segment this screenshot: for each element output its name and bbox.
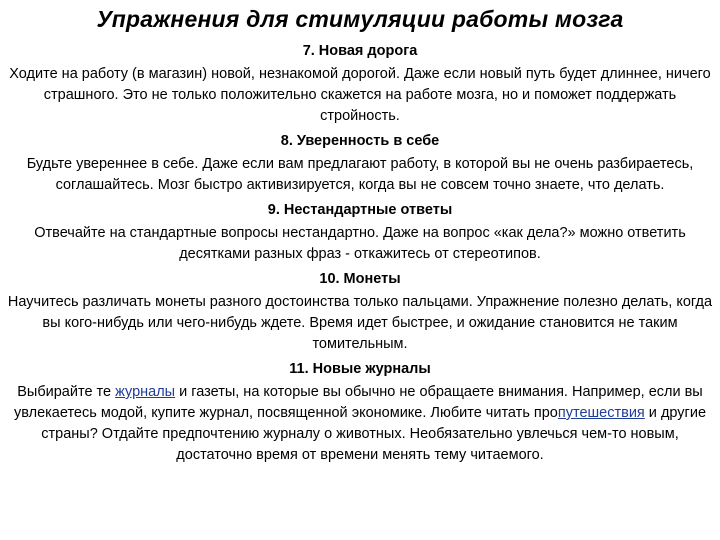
section-body: Отвечайте на стандартные вопросы нестандартно. Даже на вопрос «как дела?» можно ответить десятками разных фраз - откажитесь от стереотипов. xyxy=(34,225,686,262)
body-text: Выбирайте те xyxy=(17,384,116,400)
body-text: и другие страны? Отдайте предпочтению журналу о животных. Необязательно увлечься чем-то новым, достаточно время от времени менять тему читаемого. xyxy=(41,405,707,463)
slide-title: Упражнения для стимуляции работы мозга xyxy=(96,6,624,32)
section-non-standard-answers xyxy=(6,200,714,265)
section-body: Будьте увереннее в себе. Даже если вам предлагают работу, в которой вы не очень разбираетесь, соглашайтесь. Мозг быстро активизируется, когда вы не совсем точно знаете, что делать. xyxy=(26,156,694,193)
section-self-confidence xyxy=(6,131,714,196)
section-body: Научитесь различать монеты разного достоинства только пальцами. Упражнение полезно делать, когда вы кого-нибудь или чего-нибудь ждете. Время идет быстрее, и ожидание становится не таким томительным. xyxy=(7,294,713,352)
travel-link[interactable]: путешествия xyxy=(557,405,645,421)
section-new-magazines xyxy=(6,359,714,466)
section-heading: 9. Нестандартные ответы xyxy=(267,202,453,218)
section-heading: 10. Монеты xyxy=(319,271,401,287)
section-new-road xyxy=(6,41,714,127)
section-body xyxy=(6,382,714,466)
body-text: и газеты, на которые вы обычно не обращаете внимания. Например, если вы увлекаетесь модой, купите журнал, посвященной экономике. Любите читать про xyxy=(13,384,703,421)
section-heading: 11. Новые журналы xyxy=(289,361,431,377)
section-body: Ходите на работу (в магазин) новой, незнакомой дорогой. Даже если новый путь будет длиннее, ничего страшного. Это не только положительно скажется на работе мозга, но и поможет поддержать стройность. xyxy=(9,66,711,124)
section-coins xyxy=(6,269,714,355)
section-heading: 8. Уверенность в себе xyxy=(280,133,440,149)
magazines-link[interactable]: журналы xyxy=(115,384,176,400)
section-heading: 7. Новая дорога xyxy=(302,43,418,59)
